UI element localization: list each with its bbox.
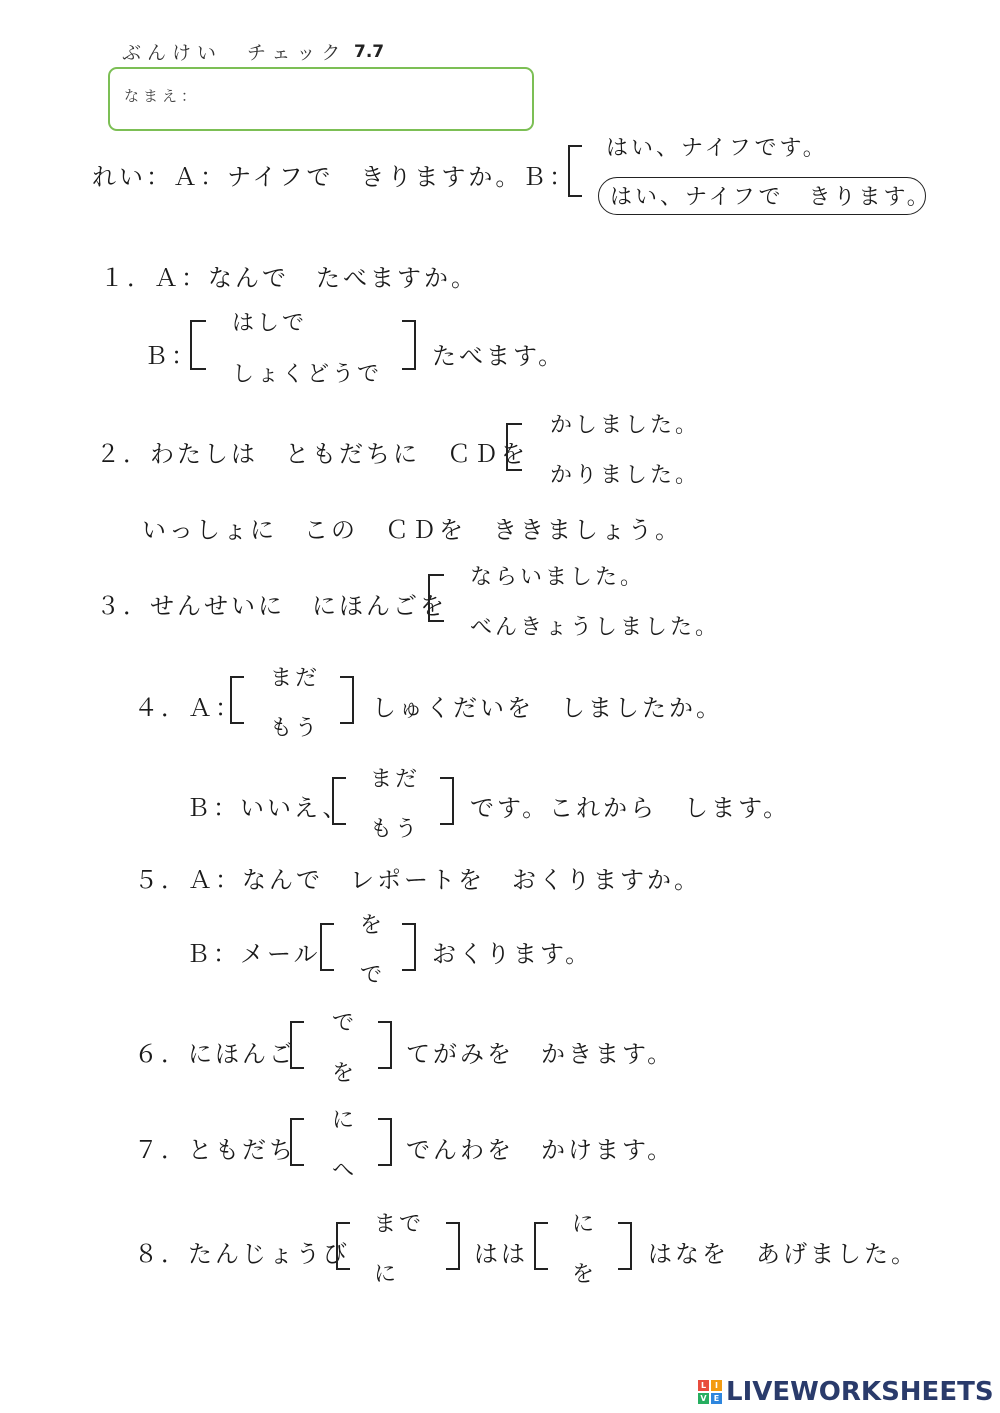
q4-a-prefix: ４．Ａ： — [134, 694, 242, 722]
q6-bracket-right — [378, 1021, 392, 1069]
q7-prefix: ７．ともだち — [134, 1136, 296, 1164]
q3-option-1[interactable]: ならいました。 — [470, 565, 646, 590]
q8-option-3[interactable]: に — [572, 1212, 598, 1237]
q8-prefix: ８．たんじょうび — [134, 1240, 350, 1268]
q8-option-1[interactable]: まで — [374, 1212, 425, 1237]
q7-bracket-right — [378, 1118, 392, 1166]
q4-b-option-1[interactable]: まだ — [370, 767, 421, 792]
q5-b-prefix: Ｂ：メール — [186, 940, 321, 968]
logo-letter-i: I — [711, 1380, 722, 1391]
q6-prefix: ６．にほんご — [134, 1040, 296, 1068]
q6-bracket-left — [290, 1021, 304, 1069]
q6-option-2[interactable]: を — [332, 1061, 358, 1086]
q4-a-bracket-right — [340, 676, 354, 724]
q5-option-1[interactable]: を — [360, 913, 386, 938]
worksheet-number: 7.7 — [354, 42, 385, 62]
q4-b-option-2[interactable]: もう — [370, 817, 421, 842]
q8-bracket-2-right — [618, 1222, 632, 1270]
q1-b-label: Ｂ： — [144, 342, 198, 370]
q5-option-2[interactable]: で — [360, 963, 386, 988]
q2-option-2[interactable]: かりました。 — [550, 463, 701, 488]
logo-letter-e: E — [711, 1393, 722, 1404]
q2-option-1[interactable]: かしました。 — [550, 413, 701, 438]
liveworksheets-logo-icon — [698, 1380, 722, 1404]
name-field[interactable] — [108, 67, 534, 131]
q4-a-suffix: しゅくだいを しましたか。 — [372, 694, 723, 722]
q4-a-option-1[interactable]: まだ — [270, 666, 321, 691]
q8-bracket-1-left — [336, 1222, 350, 1270]
example-b-label: Ｂ： — [522, 163, 576, 191]
q5-bracket-left — [320, 923, 334, 971]
q7-option-1[interactable]: に — [332, 1108, 358, 1133]
q5-question: ５．Ａ：なんで レポートを おくりますか。 — [134, 866, 701, 894]
q8-suffix: はなを あげました。 — [648, 1240, 918, 1268]
q4-b-bracket-left — [332, 777, 346, 825]
q5-bracket-right — [402, 923, 416, 971]
q1-bracket-right — [402, 320, 416, 370]
liveworksheets-logo — [698, 1377, 994, 1407]
q3-option-2[interactable]: べんきょうしました。 — [470, 615, 721, 640]
example-bracket — [568, 145, 582, 197]
q3-bracket — [428, 574, 430, 622]
q4-b-bracket-right — [440, 777, 454, 825]
name-label: なまえ： — [124, 87, 201, 105]
q1-question: １．Ａ：なんで たべますか。 — [100, 264, 478, 292]
q4-a-bracket-left — [230, 676, 244, 724]
q8-option-2[interactable]: に — [374, 1262, 400, 1287]
q8-bracket-1-right — [446, 1222, 460, 1270]
q5-suffix: おくります。 — [432, 940, 593, 968]
worksheet-title: ぶんけい チェック — [122, 42, 347, 64]
q6-option-1[interactable]: で — [332, 1011, 358, 1036]
q1-option-1[interactable]: はしで — [232, 311, 308, 336]
q2-bracket — [506, 423, 508, 471]
logo-letter-l: L — [698, 1380, 709, 1391]
q8-bracket-2-left — [534, 1222, 548, 1270]
example-option-1: はい、ナイフです。 — [606, 136, 828, 161]
example-option-2: はい、ナイフで きります。 — [610, 185, 932, 210]
example-question: れい：Ａ：ナイフで きりますか。 — [92, 163, 523, 191]
q7-suffix: でんわを かけます。 — [406, 1136, 675, 1164]
logo-text: LIVEWORKSHEETS — [726, 1377, 994, 1407]
q8-option-4[interactable]: を — [572, 1262, 598, 1287]
q2-prefix: ２．わたしは ともだちに ＣＤを — [96, 440, 528, 468]
q4-b-prefix: Ｂ：いいえ、 — [186, 794, 350, 822]
q4-b-suffix: です。これから します。 — [470, 794, 791, 822]
q7-option-2[interactable]: へ — [332, 1158, 358, 1183]
q8-middle: はは — [474, 1240, 528, 1268]
q1-suffix: たべます。 — [432, 342, 566, 370]
q7-bracket-left — [290, 1118, 304, 1166]
q2-line-2: いっしょに この ＣＤを ききましょう。 — [142, 516, 682, 544]
q6-suffix: てがみを かきます。 — [406, 1040, 675, 1068]
logo-letter-v: V — [698, 1393, 709, 1404]
q3-prefix: ３．せんせいに にほんごを — [96, 592, 447, 620]
q1-option-2[interactable]: しょくどうで — [232, 362, 383, 387]
q4-a-option-2[interactable]: もう — [270, 716, 321, 741]
q1-bracket-left — [190, 320, 192, 370]
